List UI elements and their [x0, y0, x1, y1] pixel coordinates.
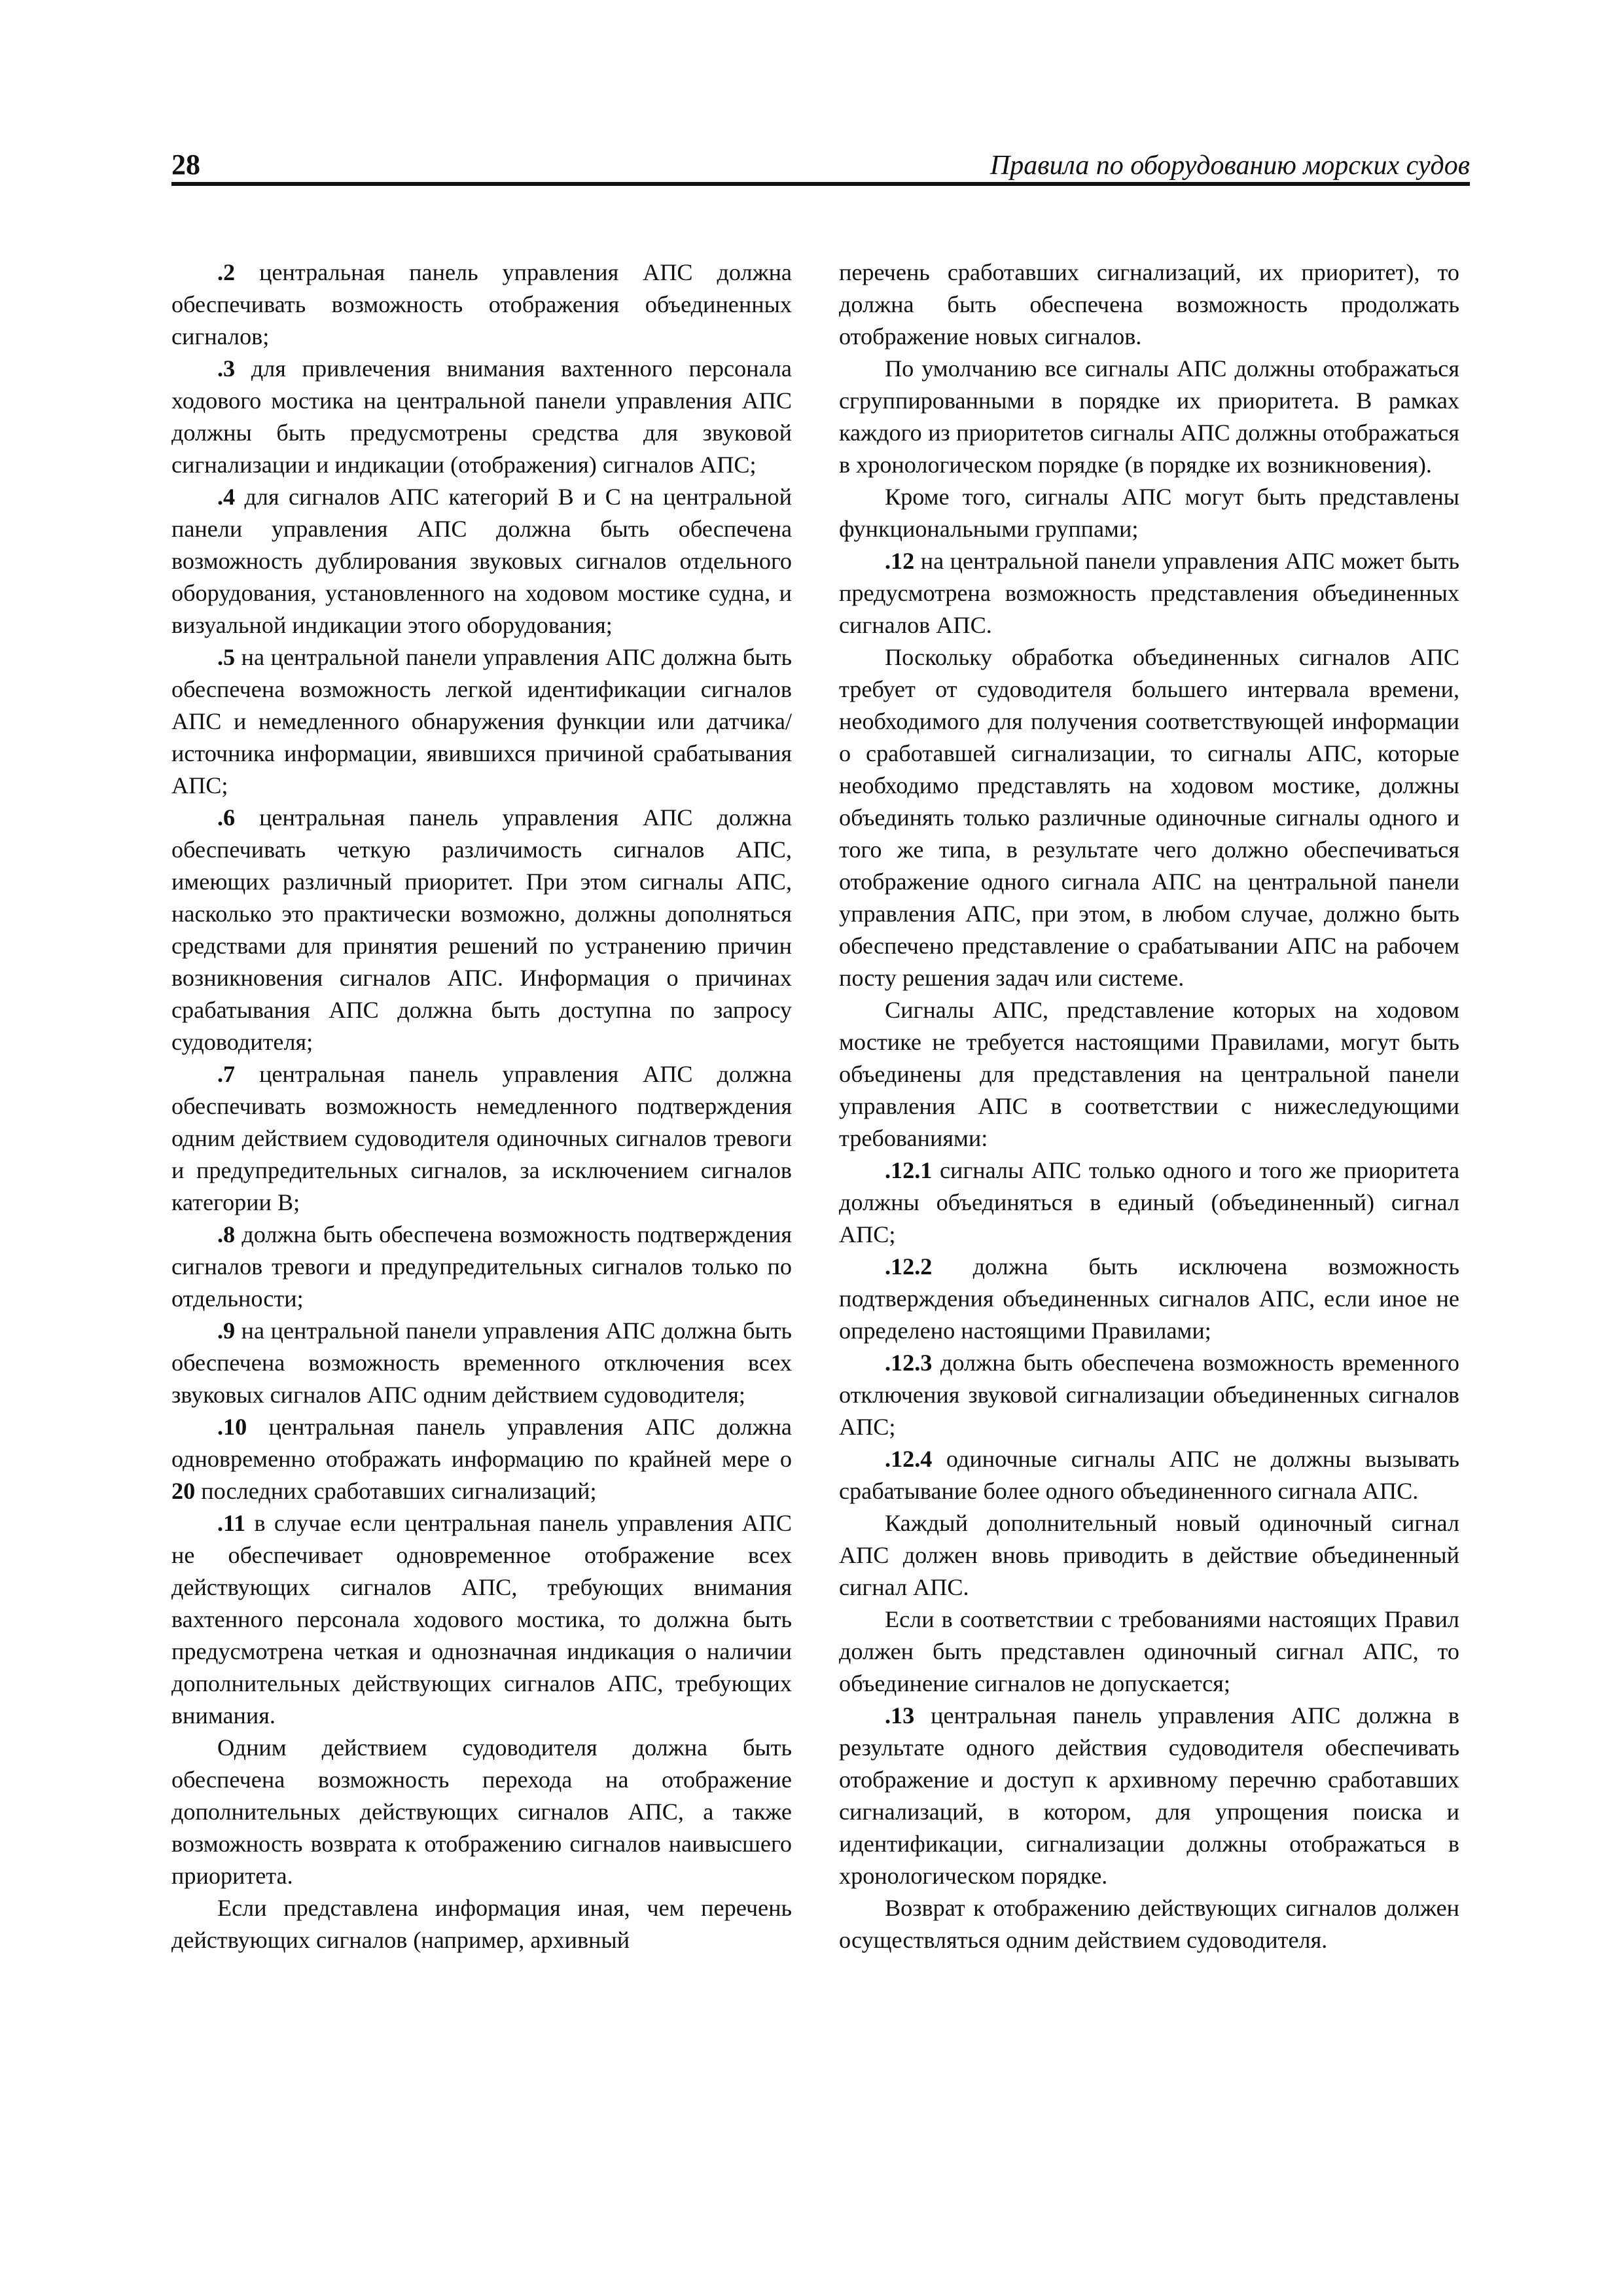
clause-number: .12: [885, 548, 915, 574]
paragraph-text: для сигналов АПС категорий В и С на центральной панели управления АПС должна быть обеспечена возможность дублирования звуковых сигналов отдельного оборудования, установленного на ходовом мостике судна, и визуальной индикации этого оборудования;: [171, 484, 792, 638]
paragraph-text: должна быть исключена возможность подтверждения объединенных сигналов АПС, если иное не определено настоящими Правилами;: [839, 1253, 1459, 1344]
clause-number: .6: [217, 804, 236, 831]
clause-number: .10: [217, 1414, 247, 1440]
paragraph: [839, 1443, 1459, 1507]
paragraph: [171, 802, 792, 1058]
paragraph: [839, 545, 1459, 641]
bold-number: 20: [171, 1478, 196, 1504]
clause-number: .7: [217, 1061, 236, 1087]
paragraph: [839, 353, 1459, 481]
paragraph-text: Если в соответствии с требованиями настоящих Правил должен быть представлен одиночный сигнал АПС, то объединение сигналов не допускается;: [839, 1606, 1459, 1696]
paragraph-text: последних сработавших сигнализаций;: [195, 1478, 597, 1504]
paragraph-text: должна быть обеспечена возможность подтверждения сигналов тревоги и предупредительных сигналов только по отдельности;: [171, 1221, 792, 1312]
running-title: Правила по оборудованию морских судов: [990, 151, 1470, 181]
paragraph-text: должна быть обеспечена возможность временного отключения звуковой сигнализации объединенных сигналов АПС;: [839, 1350, 1459, 1440]
paragraph: [171, 1732, 792, 1892]
paragraph: [839, 257, 1459, 353]
clause-number: .12.3: [885, 1350, 933, 1376]
paragraph-text: на центральной панели управления АПС должна быть обеспечена возможность легкой идентификации сигналов АПС и немедленного обнаружения функции или датчика/источника информации, явившихся причиной срабатывания АПС;: [171, 644, 792, 798]
clause-number: .12.1: [885, 1157, 933, 1183]
clause-number: .12.2: [885, 1253, 933, 1280]
paragraph: [171, 1892, 792, 1956]
clause-number: .9: [217, 1318, 236, 1344]
paragraph-text: одиночные сигналы АПС не должны вызывать срабатывание более одного объединенного сигнала АПС.: [839, 1446, 1459, 1504]
paragraph: [171, 641, 792, 802]
paragraph: [839, 1347, 1459, 1443]
page-header: [171, 145, 1470, 186]
paragraph: [839, 1155, 1459, 1251]
paragraph-text: Возврат к отображению действующих сигналов должен осуществляться одним действием судоводителя.: [839, 1895, 1459, 1953]
right-text-column: [839, 257, 1459, 1956]
paragraph: [171, 353, 792, 481]
paragraph-text: центральная панель управления АПС должна обеспечивать возможность отображения объединенных сигналов;: [171, 259, 792, 350]
paragraph: [171, 1411, 792, 1507]
paragraph: [171, 481, 792, 641]
clause-number: .4: [217, 484, 236, 510]
paragraph-text: сигналы АПС только одного и того же приоритета должны объединяться в единый (объединенный) сигнал АПС;: [839, 1157, 1459, 1247]
paragraph: [839, 994, 1459, 1155]
paragraph: [171, 1315, 792, 1411]
paragraph-text: Кроме того, сигналы АПС могут быть представлены функциональными группами;: [839, 484, 1459, 542]
clause-number: .2: [217, 259, 236, 285]
paragraph-text: центральная панель управления АПС должна обеспечивать четкую различимость сигналов АПС, имеющих различный приоритет. При этом сигналы АПС, насколько это практически возможно, должны дополняться средствами для принятия решений по устранению причин возникновения сигналов АПС. Информация о причинах срабатывания АПС должна быть доступна по запросу судоводителя;: [171, 804, 792, 1055]
page-number: 28: [171, 149, 200, 181]
paragraph-text: По умолчанию все сигналы АПС должны отображаться сгруппированными в порядке их приоритета. В рамках каждого из приоритетов сигналы АПС должны отображаться в хронологическом порядке (в порядке их возникновения).: [839, 355, 1459, 478]
paragraph-text: на центральной панели управления АПС должна быть обеспечена возможность временного отключения всех звуковых сигналов АПС одним действием судоводителя;: [171, 1318, 792, 1408]
paragraph: [839, 1507, 1459, 1604]
paragraph: [839, 1892, 1459, 1956]
paragraph: [171, 257, 792, 353]
paragraph: [839, 1700, 1459, 1892]
paragraph-text: Сигналы АПС, представление которых на ходовом мостике не требуется настоящими Правилами, могут быть объединены для представления на центральной панели управления АПС в соответствии с нижеследующими требованиями:: [839, 997, 1459, 1151]
paragraph: [839, 481, 1459, 545]
paragraph: [171, 1058, 792, 1219]
paragraph-text: для привлечения внимания вахтенного персонала ходового мостика на центральной панели управления АПС должны быть предусмотрены средства для звуковой сигнализации и индикации (отображения) сигналов АПС;: [171, 355, 792, 478]
clause-number: .11: [217, 1510, 246, 1536]
paragraph-text: перечень сработавших сигнализаций, их приоритет), то должна быть обеспечена возможность продолжать отображение новых сигналов.: [839, 259, 1459, 350]
paragraph-text: Одним действием судоводителя должна быть обеспечена возможность перехода на отображение дополнительных действующих сигналов АПС, а также возможность возврата к отображению сигналов наивысшего приоритета.: [171, 1734, 792, 1889]
paragraph-text: центральная панель управления АПС должна обеспечивать возможность немедленного подтверждения одним действием судоводителя одиночных сигналов тревоги и предупредительных сигналов, за исключением сигналов категории В;: [171, 1061, 792, 1215]
paragraph: [839, 1251, 1459, 1347]
paragraph: [839, 641, 1459, 994]
paragraph-text: в случае если центральная панель управления АПС не обеспечивает одновременное отображение всех действующих сигналов АПС, требующих внимания вахтенного персонала ходового мостика, то должна быть предусмотрена четкая и однозначная индикация о наличии дополнительных действующих сигналов АПС, требующих внимания.: [171, 1510, 792, 1729]
clause-number: .3: [217, 355, 236, 382]
paragraph-text: Если представлена информация иная, чем перечень действующих сигналов (например, архивный: [171, 1895, 792, 1953]
paragraph-text: центральная панель управления АПС должна в результате одного действия судоводителя обеспечивать отображение и доступ к архивному перечню сработавших сигнализаций, в котором, для упрощения поиска и идентификации, сигнализации должны отображаться в хронологическом порядке.: [839, 1702, 1459, 1889]
clause-number: .8: [217, 1221, 236, 1247]
left-text-column: [171, 257, 792, 1956]
paragraph: [171, 1219, 792, 1315]
paragraph-text: Каждый дополнительный новый одиночный сигнал АПС должен вновь приводить в действие объединенный сигнал АПС.: [839, 1510, 1459, 1600]
paragraph: [839, 1604, 1459, 1700]
clause-number: .13: [885, 1702, 915, 1729]
paragraph-text: Поскольку обработка объединенных сигналов АПС требует от судоводителя большего интервала времени, необходимого для получения соответствующей информации о сработавшей сигнализации, то сигналы АПС, которые необходимо представлять на ходовом мостике, должны объединять только различные одиночные сигналы одного и того же типа, в результате чего должно обеспечиваться отображение одного сигнала АПС на центральной панели управления АПС, при этом, в любом случае, должно быть обеспечено представление о срабатывании АПС на рабочем посту решения задач или системе.: [839, 644, 1459, 991]
clause-number: .5: [217, 644, 236, 670]
paragraph-text: на центральной панели управления АПС может быть предусмотрена возможность представления объединенных сигналов АПС.: [839, 548, 1459, 638]
clause-number: .12.4: [885, 1446, 933, 1472]
paragraph: [171, 1507, 792, 1732]
paragraph-text: центральная панель управления АПС должна одновременно отображать информацию по крайней мере о: [171, 1414, 792, 1472]
